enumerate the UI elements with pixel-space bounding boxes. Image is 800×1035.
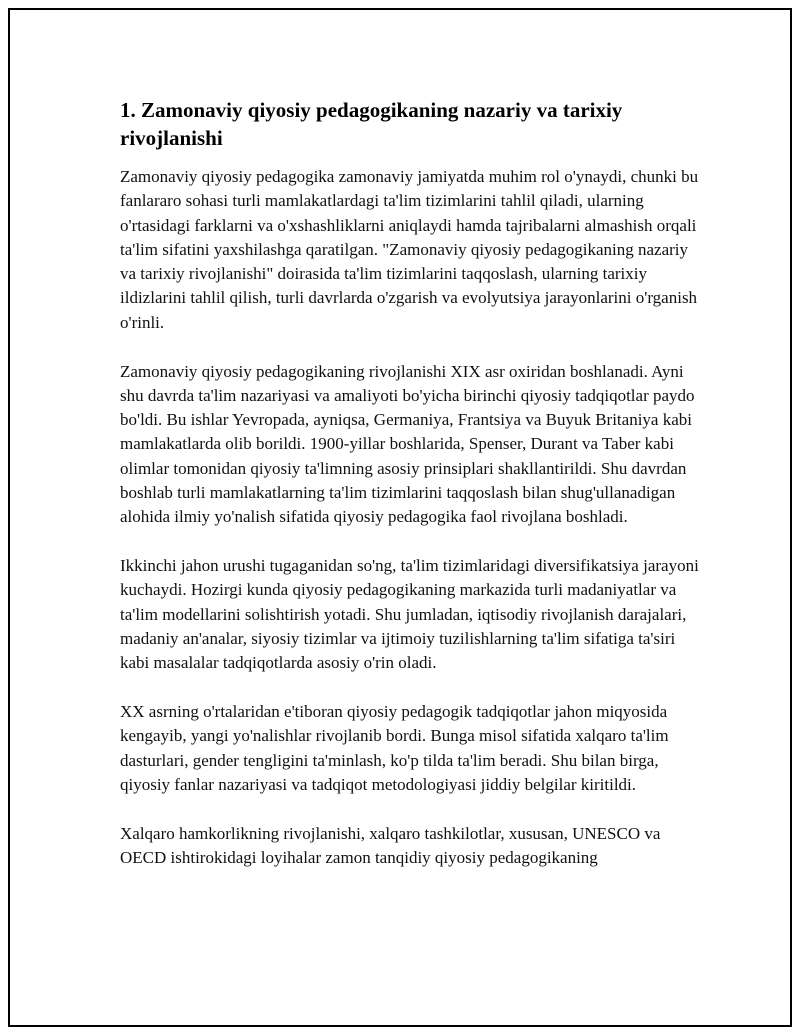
page-frame [8, 8, 792, 1027]
document-body [120, 96, 700, 895]
section-heading: 1. Zamonaviy qiyosiy pedagogikaning nazariy va tarixiy rivojlanishi [120, 98, 623, 150]
paragraph-1: Zamonaviy qiyosiy pedagogika zamonaviy jamiyatda muhim rol o'ynaydi, chunki bu fanlararo sohasi turli mamlakatlardagi ta'lim tizimlarini tahlil qiladi, ularning o'rtasidagi farklarni va o'xshashliklarni aniqlaydi hamda tajribalarni almashish orqali ta'lim sifatini yaxshilashga qaratilgan. "Zamonaviy qiyosiy pedagogikaning nazariy va tarixiy rivojlanishi" doirasida ta'lim tizimlarini taqqoslash, ularning tarixiy ildizlarini tahlil qilish, turli davrlarda o'zgarish va evolyutsiya jarayonlarini o'rganish o'rinli. [120, 167, 699, 332]
paragraph-5: Xalqaro hamkorlikning rivojlanishi, xalqaro tashkilotlar, xususan, UNESCO va OECD ishtirokidagi loyihalar zamon tanqidiy qiyosiy pedagogikaning [120, 823, 661, 868]
paragraph-4: XX asrning o'rtalaridan e'tiboran qiyosiy pedagogik tadqiqotlar jahon miqyosida kengayib, yangi yo'nalishlar rivojlanib bordi. Bunga misol sifatida xalqaro ta'lim dasturlari, gender tengligini ta'minlash, ko'p tilda ta'lim beradi. Shu bilan birga, qiyosiy fanlar nazariyasi va tadqiqot metodologiyasi jiddiy belgilar kiritildi. [120, 702, 669, 795]
paragraph-2: Zamonaviy qiyosiy pedagogikaning rivojlanishi XIX asr oxiridan boshlanadi. Ayni shu davrda ta'lim nazariyasi va amaliyoti bo'yicha birinchi qiyosiy tadqiqotlar paydo bo'ldi. Bu ishlar Yevropada, ayniqsa, Germaniya, Frantsiya va Buyuk Britaniya kabi mamlakatlarda olib borildi. 1900-yillar boshlarida, Spenser, Durant va Taber kabi olimlar tomonidan qiyosiy ta'limning asosiy prinsiplari shakllantirildi. Shu davrdan boshlab turli mamlakatlarning ta'lim tizimlarini taqqoslash bilan shug'ullanadigan alohida ilmiy yo'nalish sifatida qiyosiy pedagogika faol rivojlana boshladi. [120, 361, 695, 527]
paragraph-3: Ikkinchi jahon urushi tugaganidan so'ng, ta'lim tizimlaridagi diversifikatsiya jarayoni kuchaydi. Hozirgi kunda qiyosiy pedagogikaning markazida turli madaniyatlar va ta'lim modellarini solishtirish yotadi. Shu jumladan, iqtisodiy rivojlanish darajalari, madaniy an'analar, siyosiy tizimlar va ijtimoiy tuzilishlarning ta'lim sifatiga ta'siri kabi masalalar tadqiqotlarda asosiy o'rin oladi. [120, 556, 699, 673]
